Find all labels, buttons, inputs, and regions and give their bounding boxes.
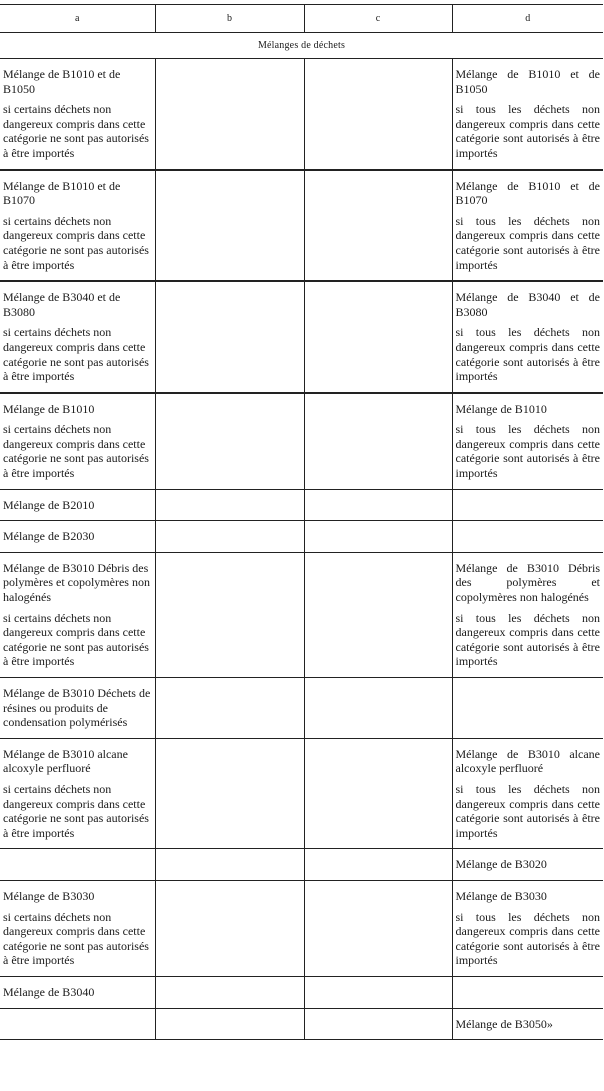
table-row (0, 678, 603, 739)
cell-a (0, 738, 155, 849)
cell-content (453, 1009, 604, 1040)
cell-content (156, 59, 304, 90)
mixture-label: Mélange de B1010 et de B1050 (3, 67, 121, 96)
cell-c (304, 552, 452, 677)
cell-d (452, 880, 603, 976)
mixture-label: Mélange de B3010 alcane alcoxyle perfluoré (455, 746, 600, 776)
table-row (0, 170, 603, 282)
cell-a (0, 59, 155, 170)
table-row (0, 738, 603, 849)
import-condition: si certains déchets non dangereux compris dans cette catégorie ne sont pas autorisés à être importés (3, 781, 149, 840)
cell-a (0, 521, 155, 553)
cell-b (155, 1008, 304, 1040)
cell-content (305, 1009, 452, 1040)
mixture-label: Mélange de B1010 et de B1070 (3, 178, 121, 208)
cell-b (155, 976, 304, 1008)
cell-content (156, 739, 304, 770)
cell-content (0, 881, 155, 976)
cell-c (304, 59, 452, 170)
cell-content (453, 490, 604, 521)
cell-b (155, 552, 304, 677)
table-row (0, 976, 603, 1008)
cell-content (453, 849, 604, 880)
cell-c (304, 976, 452, 1008)
cell-a (0, 976, 155, 1008)
cell-content (305, 977, 452, 1008)
cell-content (305, 171, 452, 202)
cell-content (305, 394, 452, 425)
cell-a (0, 170, 155, 282)
cell-d (452, 849, 603, 881)
import-condition: si certains déchets non dangereux compris dans cette catégorie ne sont pas autorisés à être importés (3, 909, 149, 968)
cell-c (304, 738, 452, 849)
cell-c (304, 880, 452, 976)
cell-b (155, 59, 304, 170)
cell-content (305, 59, 452, 90)
column-header-d: d (452, 5, 603, 33)
mixture-label: Mélange de B2010 (3, 497, 95, 512)
import-condition: si certains déchets non dangereux compris dans cette catégorie ne sont pas autorisés à être importés (3, 102, 149, 160)
waste-mixtures-table (0, 4, 603, 1040)
cell-d (452, 738, 603, 849)
cell-content (453, 739, 604, 849)
table-row (0, 393, 603, 489)
table-row (0, 849, 603, 881)
mixture-label: Mélange de B3010 Débris des polymères et copolymères non halogénés (455, 560, 600, 605)
cell-content (305, 678, 452, 709)
cell-b (155, 489, 304, 521)
mixture-label: Mélange de B3030 (3, 888, 95, 903)
cell-a (0, 849, 155, 881)
cell-d (452, 170, 603, 282)
cell-c (304, 170, 452, 282)
cell-content (0, 977, 155, 1008)
cell-content (453, 171, 604, 281)
cell-content (156, 881, 304, 912)
cell-content (305, 490, 452, 521)
cell-content (453, 521, 604, 552)
cell-content (156, 490, 304, 521)
cell-content (156, 171, 304, 202)
cell-c (304, 1008, 452, 1040)
table-row (0, 521, 603, 553)
column-header-b: b (155, 5, 304, 33)
cell-content (0, 521, 155, 552)
cell-content (0, 739, 155, 849)
import-condition: si tous les déchets non dangereux compris dans cette catégorie sont autorisés à être importés (455, 610, 600, 669)
import-condition: si tous les déchets non dangereux compris dans cette catégorie sont autorisés à être importés (455, 325, 600, 384)
cell-content (0, 394, 155, 489)
cell-c (304, 281, 452, 393)
import-condition: si tous les déchets non dangereux compris dans cette catégorie sont autorisés à être importés (455, 213, 600, 272)
cell-b (155, 170, 304, 282)
mixture-label: Mélange de B3050» (455, 1016, 553, 1031)
cell-content (156, 977, 304, 1008)
table-row (0, 1008, 603, 1040)
cell-content (453, 977, 604, 1008)
cell-content (453, 678, 604, 709)
import-condition: si tous les déchets non dangereux compris dans cette catégorie sont autorisés à être importés (455, 781, 600, 840)
import-condition: si tous les déchets non dangereux compris dans cette catégorie sont autorisés à être importés (455, 909, 600, 968)
cell-d (452, 976, 603, 1008)
mixture-label: Mélange de B3010 Déchets de résines ou produits de condensation polymérisés (3, 686, 151, 730)
cell-a (0, 678, 155, 739)
import-condition: si tous les déchets non dangereux compris dans cette catégorie sont autorisés à être importés (455, 102, 600, 160)
cell-content (0, 282, 155, 392)
cell-b (155, 678, 304, 739)
import-condition: si certains déchets non dangereux compris dans cette catégorie ne sont pas autorisés à être importés (3, 422, 149, 481)
cell-c (304, 521, 452, 553)
cell-b (155, 738, 304, 849)
cell-d (452, 393, 603, 489)
cell-content (453, 282, 604, 392)
cell-content (156, 678, 304, 709)
header-row (0, 5, 603, 33)
cell-content (453, 881, 604, 976)
section-title: Mélanges de déchets (0, 33, 603, 59)
mixture-label: Mélange de B1010 et de B1050 (455, 67, 600, 96)
mixture-label: Mélange de B3010 Débris des polymères et copolymères non halogénés (3, 560, 150, 605)
cell-content (305, 553, 452, 584)
cell-content (156, 553, 304, 584)
cell-a (0, 393, 155, 489)
cell-content (156, 394, 304, 425)
table-row (0, 281, 603, 393)
cell-a (0, 1008, 155, 1040)
import-condition: si certains déchets non dangereux compris dans cette catégorie ne sont pas autorisés à être importés (3, 610, 149, 669)
mixture-label: Mélange de B3010 alcane alcoxyle perfluoré (3, 746, 128, 776)
cell-content (305, 282, 452, 313)
cell-b (155, 521, 304, 553)
cell-content (156, 1009, 304, 1040)
cell-content (0, 171, 155, 281)
cell-content (0, 1009, 155, 1040)
cell-content (0, 490, 155, 521)
cell-content (305, 739, 452, 770)
cell-content (0, 553, 155, 677)
column-header-c: c (304, 5, 452, 33)
import-condition: si certains déchets non dangereux compris dans cette catégorie ne sont pas autorisés à être importés (3, 213, 149, 272)
mixture-label: Mélange de B1010 et de B1070 (455, 178, 600, 208)
cell-content (156, 282, 304, 313)
mixture-label: Mélange de B1010 (455, 401, 547, 416)
cell-d (452, 1008, 603, 1040)
cell-d (452, 489, 603, 521)
cell-content (305, 849, 452, 880)
cell-d (452, 59, 603, 170)
cell-content (0, 59, 155, 169)
cell-content (0, 678, 155, 738)
cell-b (155, 281, 304, 393)
mixture-label: Mélange de B2030 (3, 529, 95, 544)
table-row (0, 59, 603, 170)
import-condition: si tous les déchets non dangereux compris dans cette catégorie sont autorisés à être importés (455, 422, 600, 481)
table-row (0, 489, 603, 521)
cell-a (0, 880, 155, 976)
cell-content (453, 553, 604, 677)
cell-a (0, 489, 155, 521)
section-row (0, 33, 603, 59)
cell-b (155, 880, 304, 976)
table-row (0, 880, 603, 976)
cell-d (452, 552, 603, 677)
cell-c (304, 849, 452, 881)
cell-content (305, 881, 452, 912)
mixture-label: Mélange de B3040 et de B3080 (455, 290, 600, 319)
cell-c (304, 393, 452, 489)
mixture-label: Mélange de B3040 (3, 984, 95, 999)
mixture-label: Mélange de B3030 (455, 888, 547, 903)
cell-content (305, 521, 452, 552)
cell-b (155, 393, 304, 489)
table-row (0, 552, 603, 677)
cell-a (0, 552, 155, 677)
cell-content (0, 849, 155, 880)
cell-c (304, 678, 452, 739)
import-condition: si certains déchets non dangereux compris dans cette catégorie ne sont pas autorisés à être importés (3, 325, 149, 384)
mixture-label: Mélange de B3040 et de B3080 (3, 290, 121, 319)
cell-content (156, 849, 304, 880)
cell-content (156, 521, 304, 552)
cell-d (452, 678, 603, 739)
mixture-label: Mélange de B3020 (455, 857, 547, 872)
cell-content (453, 59, 604, 169)
cell-a (0, 281, 155, 393)
mixture-label: Mélange de B1010 (3, 401, 95, 416)
cell-d (452, 521, 603, 553)
cell-b (155, 849, 304, 881)
cell-content (453, 394, 604, 489)
cell-c (304, 489, 452, 521)
column-header-a: a (0, 5, 155, 33)
cell-d (452, 281, 603, 393)
